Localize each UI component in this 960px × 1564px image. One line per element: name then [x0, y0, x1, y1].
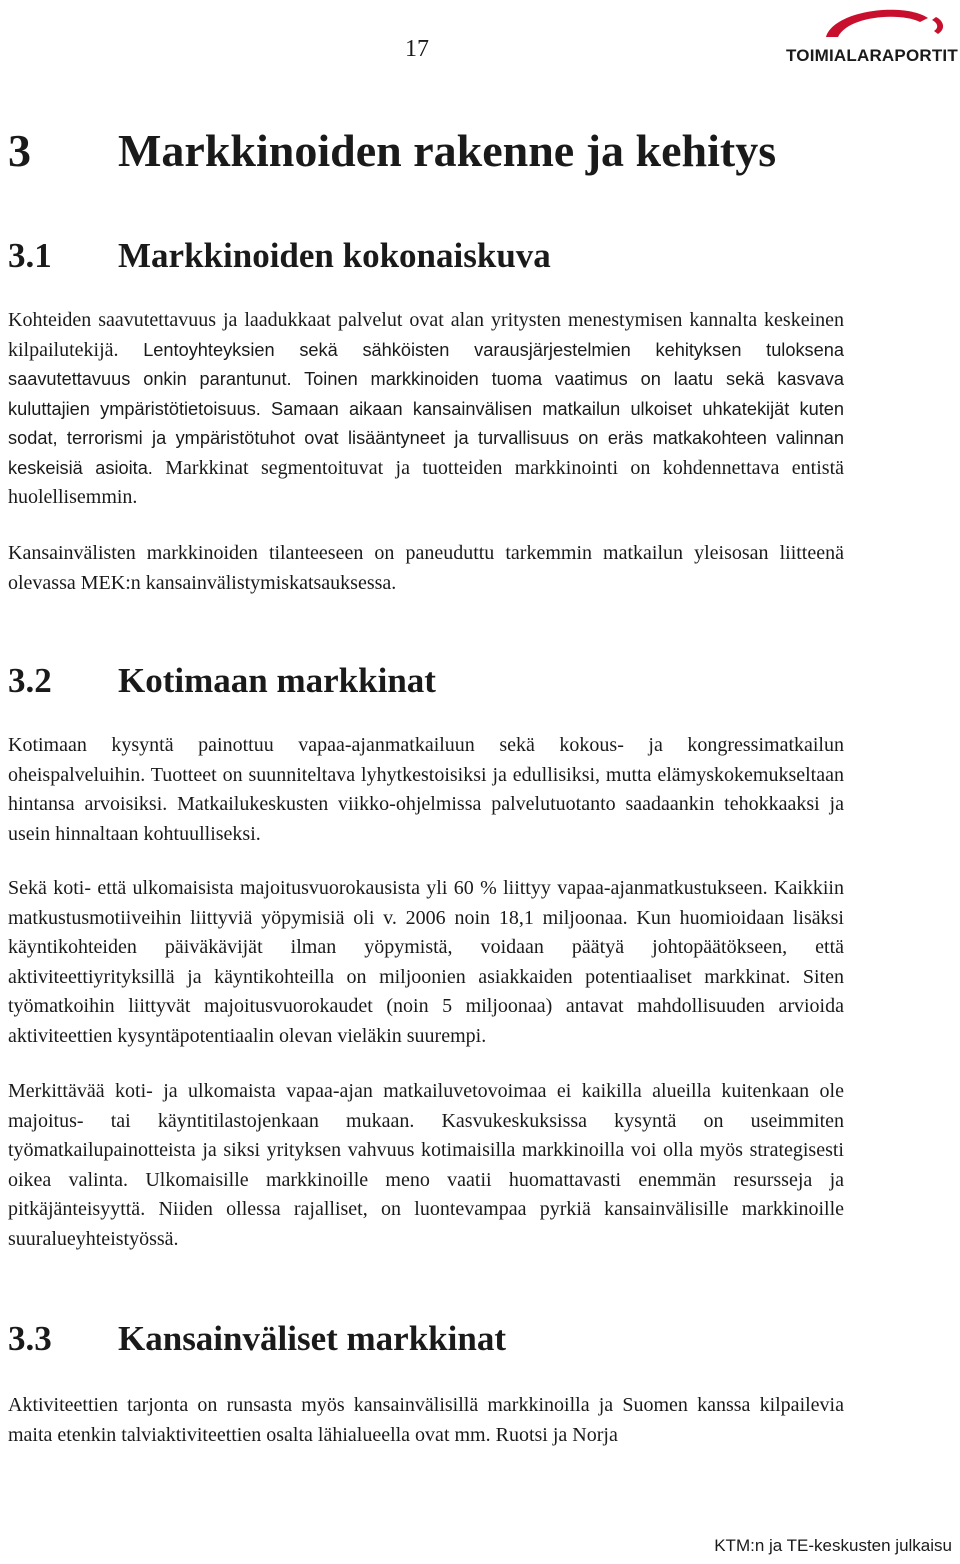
paragraph-segment: Markkinat segmentoituvat ja tuotteiden markkinointi on kohdennettava entistä huolellisemmin.	[8, 456, 845, 509]
toimialaraportit-logo	[786, 4, 956, 66]
section-heading-3-1	[8, 236, 551, 276]
logo-text: TOIMIALARAPORTIT	[786, 46, 958, 65]
section-title: Markkinoiden kokonaiskuva	[118, 236, 551, 275]
paragraph-3-2-1: Kotimaan kysyntä painottuu vapaa-ajanmatkailuun sekä kokous- ja kongressimatkailun oheispalveluihin. Tuotteet on suunniteltava lyhytkestoisiksi ja edullisiksi, mutta elämyskokemukseltaan hintansa arvoisiksi. Matkailukeskusten viikko-ohjelmissa palvelutuotanto saadaankin tehokkaaksi ja usein hinnaltaan kohtuulliseksi.	[8, 734, 844, 845]
paragraph-3-1-2: Kansainvälisten markkinoiden tilanteeseen on paneuduttu tarkemmin matkailun yleisosan liitteenä olevassa MEK:n kansainvälistymiskatsauksessa.	[8, 542, 844, 594]
footer-publisher: KTM:n ja TE-keskusten julkaisu	[714, 1536, 952, 1555]
paragraph-segment-sans: Samaan aikaan kansainvälisen matkailun ulkoiset uhkatekijät kuten sodat, terrorismi ja ympäristötuhot ovat lisääntyneet ja turvallisuus on eräs matkakohteen valinnan keskeisiä asioita.	[8, 398, 845, 478]
paragraph-3-2-2: Sekä koti- että ulkomaisista majoitusvuorokausista yli 60 % liittyy vapaa-ajanmatkustukseen. Kaikkiin matkustusmotiiveihin liittyviä yöpymisiä oli v. 2006 noin 18,1 miljoonaa. Kun huomioidaan lisäksi käyntikohteiden päiväkävijät ilman yöpymistä, voidaan päätyä johtopäätökseen, että aktiviteettiyrityksillä ja käyntikohteilla on miljoonien asiakkaiden potentiaaliset markkinat. Siten työmatkoihin liittyvät majoitusvuorokaudet (noin 5 miljoonaa) antavat mahdollisuuden arvioida aktiviteettien kysyntäpotentiaalin olevan vieläkin suurempi.	[8, 877, 844, 1047]
chapter-title: Markkinoiden rakenne ja kehitys	[118, 125, 777, 176]
page-number: 17	[405, 36, 429, 62]
paragraph-segment: Kohteiden saavutettavuus ja laadukkaat palvelut ovat alan yritysten menestymisen kannalta keskeinen kilpailutekijä.	[8, 309, 844, 361]
logo-swoosh-icon	[812, 4, 952, 48]
section-heading-3-3	[8, 1319, 506, 1359]
paragraph-3-2-3: Merkittävää koti- ja ulkomaista vapaa-ajan matkailuvetovoimaa ei kaikilla alueilla kuitenkaan ole majoitus- tai käyntitilastojenkaan mukaan. Kasvukeskuksissa kysyntä on useimmiten työmatkailupainotteista ja siksi yrityksen vahvuus kotimaisilla markkinoilla voi olla myös strategisesti oikea valinta. Ulkomaisille markkinoille meno vaatii huomattavasti enemmän resursseja ja pitkäjänteisyyttä. Niiden ollessa rajalliset, on luontevampaa pyrkiä kansainvälisille markkinoille suuralueyhteistyössä.	[8, 1080, 844, 1250]
paragraph-3-3-1: Aktiviteettien tarjonta on runsasta myös kansainvälisillä markkinoilla ja Suomen kanssa kilpailevia maita etenkin talviaktiviteettien osalta lähialueella ovat mm. Ruotsi ja Norja	[8, 1394, 844, 1446]
paragraph-3-1-1	[8, 306, 844, 513]
paragraph-segment-sans: Lentoyhteyksien sekä sähköisten varausjärjestelmien kehityksen tuloksena saavutettavuus onkin parantunut. Toinen markkinoiden tuoma vaatimus on laatu sekä kasvava kuluttajien ympäristötietoisuus.	[8, 339, 844, 419]
section-heading-3-2	[8, 661, 436, 701]
chapter-number: 3	[8, 125, 31, 176]
chapter-heading	[8, 124, 776, 177]
section-number: 3.1	[8, 236, 52, 275]
section-title: Kansainväliset markkinat	[118, 1319, 506, 1358]
section-title: Kotimaan markkinat	[118, 661, 436, 700]
section-number: 3.2	[8, 661, 52, 700]
section-number: 3.3	[8, 1319, 52, 1358]
